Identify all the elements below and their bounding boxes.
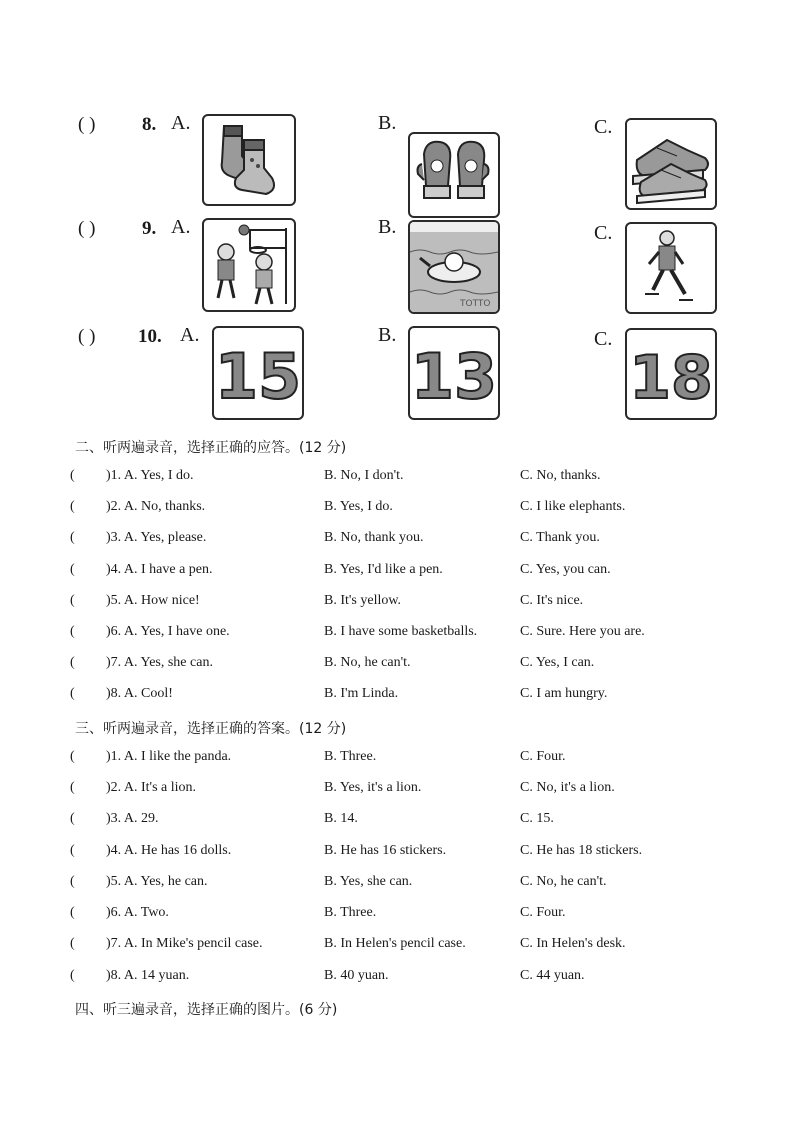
option-b-label: B. xyxy=(378,216,397,238)
option-a: )3. A. 29. xyxy=(106,811,159,826)
section-2-question xyxy=(70,562,770,582)
option-b: B. 40 yuan. xyxy=(324,968,389,983)
question-number: 8. xyxy=(142,114,157,135)
option-c: C. No, thanks. xyxy=(520,468,601,483)
answer-blank[interactable]: ( ) xyxy=(78,218,96,239)
answer-blank[interactable]: ( xyxy=(70,562,75,577)
option-b: B. Three. xyxy=(324,905,377,920)
section-2-question xyxy=(70,624,770,644)
option-c: C. I am hungry. xyxy=(520,686,608,701)
answer-blank[interactable]: ( xyxy=(70,780,75,795)
section-3-question xyxy=(70,905,770,925)
option-c: C. Four. xyxy=(520,905,566,920)
option-a: )4. A. I have a pen. xyxy=(106,562,213,577)
number-13-image[interactable] xyxy=(408,326,500,420)
option-c: C. I like elephants. xyxy=(520,499,626,514)
socks-image[interactable] xyxy=(202,114,296,206)
section-3-question xyxy=(70,936,770,956)
number-13-label: 13 xyxy=(410,340,498,413)
option-a: )4. A. He has 16 dolls. xyxy=(106,843,232,858)
option-c: C. It's nice. xyxy=(520,593,584,608)
option-a: )1. A. Yes, I do. xyxy=(106,468,194,483)
option-a: )6. A. Yes, I have one. xyxy=(106,624,230,639)
section-3-question xyxy=(70,811,770,831)
section-3-title: 三、听两遍录音，选择正确的答案。(12 分) xyxy=(75,721,347,737)
option-c: C. Four. xyxy=(520,749,566,764)
question-number: 9. xyxy=(142,218,157,239)
answer-blank[interactable]: ( xyxy=(70,655,75,670)
section-2-question xyxy=(70,655,770,675)
picture-question-9 xyxy=(0,214,794,314)
option-b: B. In Helen's pencil case. xyxy=(324,936,466,951)
option-b: B. Yes, she can. xyxy=(324,874,413,889)
option-c: C. Thank you. xyxy=(520,530,600,545)
answer-blank[interactable]: ( xyxy=(70,593,75,608)
option-b-label: B. xyxy=(378,324,397,346)
section-2-question xyxy=(70,530,770,550)
mittens-image[interactable] xyxy=(408,132,500,218)
option-b: B. 14. xyxy=(324,811,358,826)
answer-blank[interactable]: ( xyxy=(70,468,75,483)
swimming-image[interactable] xyxy=(408,220,500,314)
number-15-label: 15 xyxy=(214,340,302,413)
option-a: )2. A. No, thanks. xyxy=(106,499,206,514)
option-c: C. Yes, you can. xyxy=(520,562,611,577)
option-b: B. Yes, I'd like a pen. xyxy=(324,562,443,577)
section-2-question xyxy=(70,686,770,706)
section-2-question xyxy=(70,499,770,519)
option-a: )5. A. Yes, he can. xyxy=(106,874,208,889)
section-2-title: 二、听两遍录音，选择正确的应答。(12 分) xyxy=(75,440,347,456)
option-c-label: C. xyxy=(594,222,613,244)
section-4-title: 四、听三遍录音，选择正确的图片。(6 分) xyxy=(75,1002,338,1018)
option-b: B. No, thank you. xyxy=(324,530,424,545)
answer-blank[interactable]: ( xyxy=(70,843,75,858)
answer-blank[interactable]: ( xyxy=(70,530,75,545)
option-b: B. He has 16 stickers. xyxy=(324,843,447,858)
answer-blank[interactable]: ( xyxy=(70,811,75,826)
option-c: C. He has 18 stickers. xyxy=(520,843,643,858)
option-c: C. Sure. Here you are. xyxy=(520,624,645,639)
section-3-question xyxy=(70,968,770,988)
section-3-question xyxy=(70,843,770,863)
option-b: B. I have some basketballs. xyxy=(324,624,478,639)
section-3-question xyxy=(70,874,770,894)
number-18-image[interactable] xyxy=(625,328,717,420)
option-a: )2. A. It's a lion. xyxy=(106,780,197,795)
basketball-image[interactable] xyxy=(202,218,296,312)
option-b: B. It's yellow. xyxy=(324,593,402,608)
option-b: B. No, he can't. xyxy=(324,655,411,670)
section-3-question xyxy=(70,749,770,769)
option-a: )7. A. Yes, she can. xyxy=(106,655,213,670)
option-b: B. Yes, it's a lion. xyxy=(324,780,422,795)
answer-blank[interactable]: ( ) xyxy=(78,326,96,347)
section-2-question xyxy=(70,468,770,488)
answer-blank[interactable]: ( ) xyxy=(78,114,96,135)
option-c: C. Yes, I can. xyxy=(520,655,595,670)
option-a: )6. A. Two. xyxy=(106,905,169,920)
option-a: )1. A. I like the panda. xyxy=(106,749,232,764)
section-3-question xyxy=(70,780,770,800)
option-c-label: C. xyxy=(594,116,613,138)
answer-blank[interactable]: ( xyxy=(70,874,75,889)
answer-blank[interactable]: ( xyxy=(70,749,75,764)
svg-text:TOTTO: TOTTO xyxy=(460,299,491,309)
answer-blank[interactable]: ( xyxy=(70,936,75,951)
section-2-question xyxy=(70,593,770,613)
option-b: B. Yes, I do. xyxy=(324,499,393,514)
option-a-label: A. xyxy=(171,112,191,134)
picture-question-8 xyxy=(0,110,794,210)
answer-blank[interactable]: ( xyxy=(70,905,75,920)
picture-question-10 xyxy=(0,322,794,422)
option-c: C. No, he can't. xyxy=(520,874,607,889)
number-15-image[interactable] xyxy=(212,326,304,420)
number-18-label: 18 xyxy=(629,343,713,413)
answer-blank[interactable]: ( xyxy=(70,686,75,701)
option-a-label: A. xyxy=(180,324,200,346)
option-c: C. 15. xyxy=(520,811,554,826)
answer-blank[interactable]: ( xyxy=(70,499,75,514)
skating-image[interactable] xyxy=(625,222,717,314)
option-a: )8. A. Cool! xyxy=(106,686,173,701)
option-a: )7. A. In Mike's pencil case. xyxy=(106,936,263,951)
question-number: 10. xyxy=(138,326,162,347)
option-c: C. 44 yuan. xyxy=(520,968,585,983)
option-c: C. In Helen's desk. xyxy=(520,936,626,951)
option-a: )8. A. 14 yuan. xyxy=(106,968,190,983)
option-c-label: C. xyxy=(594,328,613,350)
option-a: )5. A. How nice! xyxy=(106,593,200,608)
option-b: B. No, I don't. xyxy=(324,468,404,483)
sneakers-image[interactable] xyxy=(625,118,717,210)
option-b-label: B. xyxy=(378,112,397,134)
answer-blank[interactable]: ( xyxy=(70,968,75,983)
option-b: B. I'm Linda. xyxy=(324,686,399,701)
answer-blank[interactable]: ( xyxy=(70,624,75,639)
option-a: )3. A. Yes, please. xyxy=(106,530,207,545)
option-c: C. No, it's a lion. xyxy=(520,780,615,795)
option-a-label: A. xyxy=(171,216,191,238)
option-b: B. Three. xyxy=(324,749,377,764)
